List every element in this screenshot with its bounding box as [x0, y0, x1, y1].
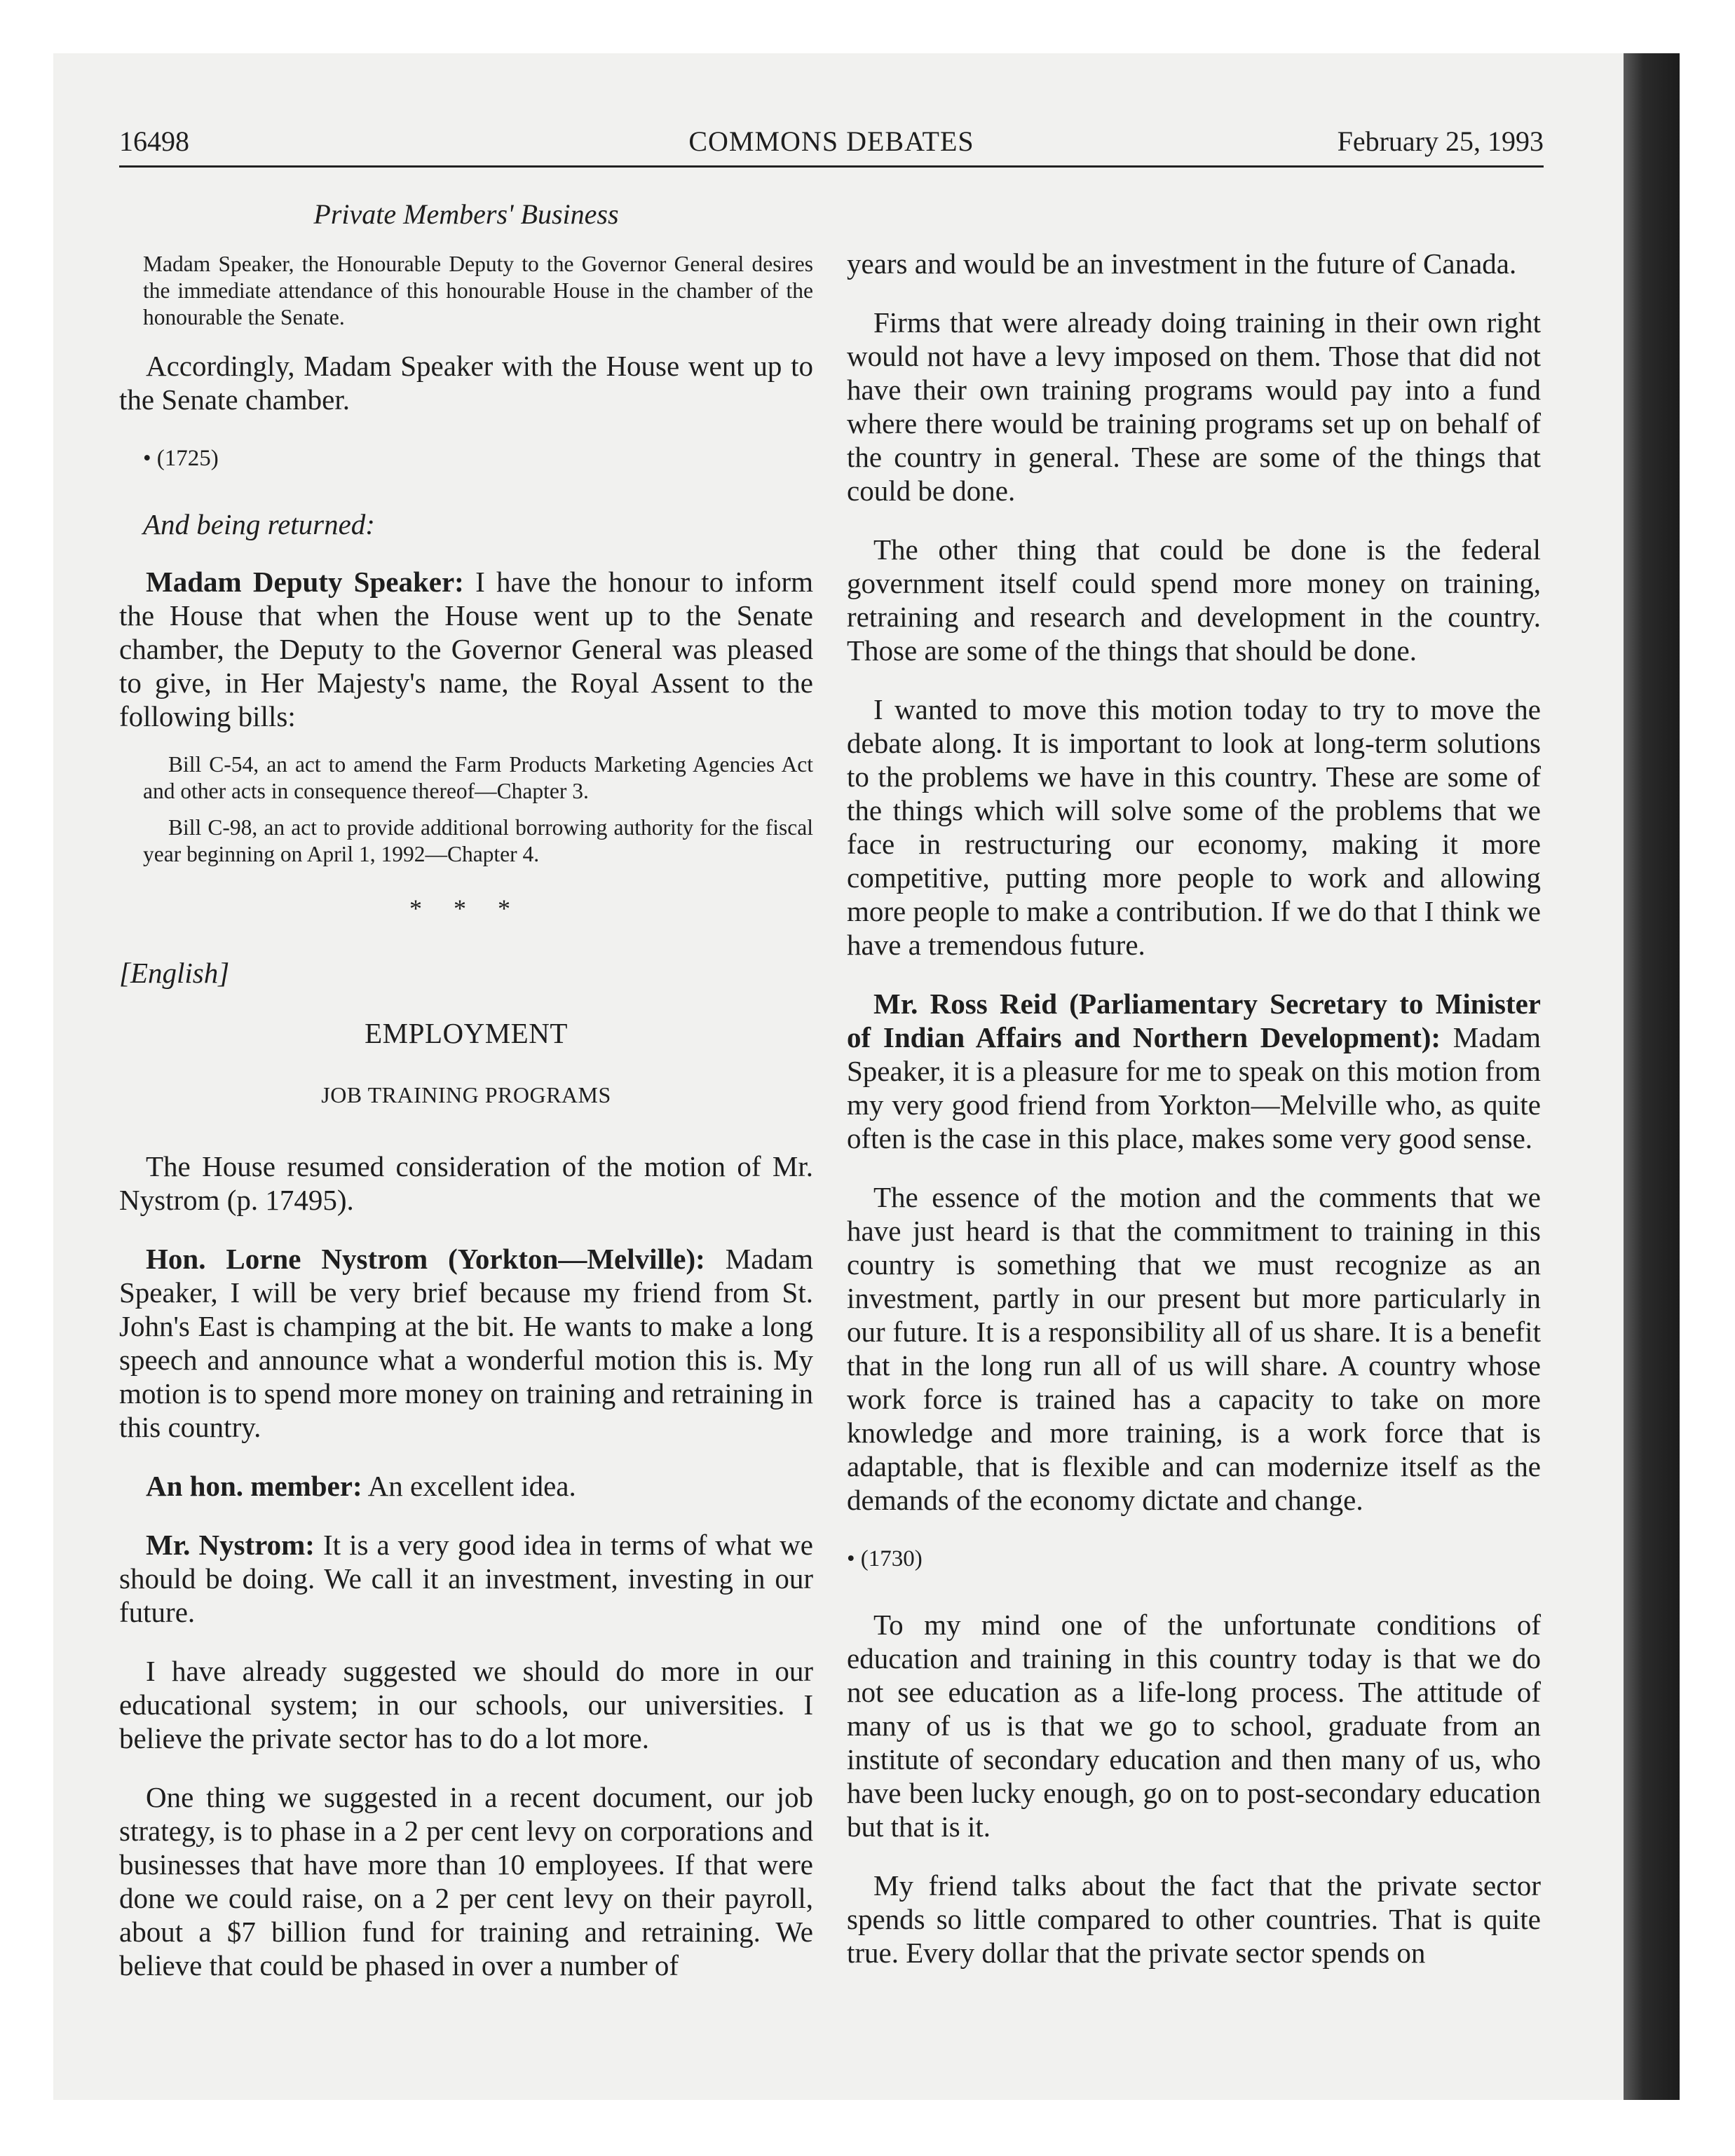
paragraph: My friend talks about the fact that the private sector spends so little compared to other countries. That is quite true. Every dollar that the private sector spends on: [847, 1869, 1541, 1969]
paragraph: The other thing that could be done is the federal government itself could spend more money on training, retraining and research and development in the country. Those are some of the things that should be done.: [847, 533, 1541, 667]
section-divider: * * *: [409, 894, 523, 922]
timestamp: • (1725): [143, 446, 219, 471]
nystrom-paragraph-1: [119, 1242, 813, 1444]
bill-c98: Bill C-98, an act to provide additional borrowing authority for the fiscal year beginning on April 1, 1992—Chapter 4.: [143, 815, 813, 866]
reid-paragraph: [847, 987, 1541, 1155]
language-marker: [English]: [119, 957, 230, 989]
debate-heading: EMPLOYMENT: [365, 1017, 568, 1049]
right-column: [847, 247, 1541, 1995]
resumed-paragraph: The House resumed consideration of the motion of Mr. Nystrom (p. 17495).: [119, 1150, 813, 1216]
paragraph: One thing we suggested in a recent document, our job strategy, is to phase in a 2 per cent levy on corporations and businesses that have more than 10 employees. If that were done we could raise, on a 2 per cent levy on their payroll, about a $7 billion fund for training and retraining. We believe that could be phased in over a number of: [119, 1781, 813, 1981]
speaker-name: Madam Deputy Speaker:: [146, 566, 464, 598]
timestamp: • (1730): [847, 1546, 923, 1571]
speaker-name: Mr. Nystrom:: [146, 1529, 315, 1561]
speech-text: Madam Speaker, I will be very brief because my friend from St. John's East is champing at the bit. He wants to make a long speech and announce what a wonderful motion this is. My motion is to spend more money on training and retraining in this country.: [119, 1243, 813, 1443]
header-rule: [119, 165, 1544, 168]
nystrom-paragraph-2: [119, 1528, 813, 1629]
page-number: 16498: [119, 125, 189, 157]
speech-text: I have the honour to inform the House that when the House went up to the Senate chamber, the Deputy to the Governor General was pleased to give, in Her Majesty's name, the Royal Assent to the following bills:: [119, 566, 813, 732]
hon-member-paragraph: [119, 1469, 813, 1503]
page-header: [119, 125, 1544, 161]
speaker-name: Hon. Lorne Nystrom (Yorkton—Melville):: [146, 1243, 705, 1275]
publication-title: COMMONS DEBATES: [688, 125, 974, 157]
speaker-name: Mr. Ross Reid (Parliamentary Secretary to Minister of Indian Affairs and Northern Development):: [847, 988, 1541, 1053]
paragraph: I have already suggested we should do more in our educational system; in our schools, our universities. I believe the private sector has to do a lot more.: [119, 1655, 813, 1754]
message-text: Madam Speaker, the Honourable Deputy to the Governor General desires the immediate attendance of this honourable House in the chamber of the honourable the Senate.: [143, 252, 813, 329]
speech-text: Madam Speaker, it is a pleasure for me to speak on this motion from my very good friend from Yorkton—Melville who, as quite often is the case in this place, makes some very good sense.: [847, 1021, 1541, 1154]
page-date: February 25, 1993: [1337, 125, 1544, 157]
section-title: Private Members' Business: [313, 198, 619, 230]
paragraph: The essence of the motion and the comments that we have just heard is that the commitment to training in this country is something that we must recognize as an investment, partly in our present but more particularly in our future. It is a responsibility all of us share. It is a benefit that in the long run all of us will share. A country whose work force is trained has a capacity to take on more knowledge and more training, is a work force that is adaptable, that is flexible and can modernize itself as the demands of the economy dictate and change.: [847, 1181, 1541, 1516]
bill-c54: Bill C-54, an act to amend the Farm Products Marketing Agencies Act and other acts in consequence thereof—Chapter 3.: [143, 752, 813, 803]
paragraph: I wanted to move this motion today to try to move the debate along. It is important to look at long-term solutions to the problems we have in this country. These are some of the things which will solve some of the problems that we face in restructuring our economy, making it more competitive, putting more people to work and allowing more people to make a contribution. If we do that I think we have a tremendous future.: [847, 693, 1541, 961]
left-column: [119, 198, 813, 2007]
scan-edge-shadow: [1624, 53, 1680, 2100]
speech-text: It is a very good idea in terms of what we should be doing. We call it an investment, investing in our future.: [119, 1529, 813, 1628]
paragraph: years and would be an investment in the future of Canada.: [847, 247, 1517, 280]
paragraph: To my mind one of the unfortunate conditions of education and training in this country today is that we do not see education as a life-long process. The attitude of many of us is that we go to school, graduate from an institute of secondary education and then many of us, who have been lucky enough, go on to post-secondary education but that is it.: [847, 1609, 1541, 1843]
paragraph: Firms that were already doing training in their own right would not have a levy imposed on them. Those that did not have their own training programs would pay into a fund where there would be training programs set up on behalf of the country in general. These are some of the things that could be done.: [847, 306, 1541, 507]
debate-subheading: JOB TRAINING PROGRAMS: [321, 1082, 611, 1107]
senate-paragraph: Accordingly, Madam Speaker with the House went up to the Senate chamber.: [119, 350, 813, 416]
speaker-name: An hon. member:: [146, 1470, 362, 1502]
speech-text: An excellent idea.: [362, 1470, 576, 1502]
returned-line: And being returned:: [143, 508, 375, 540]
deputy-speaker-paragraph: [119, 565, 813, 733]
